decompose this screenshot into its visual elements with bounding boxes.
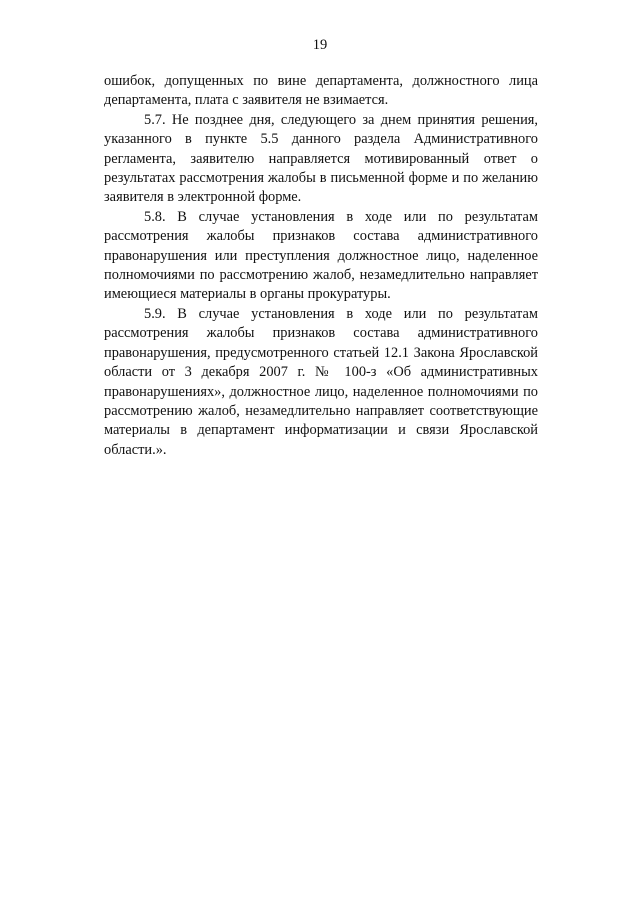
paragraph-5-9: 5.9. В случае установления в ходе или по результатам рассмотрения жалобы признаков состава административного правонарушения, предусмотренного статьей 12.1 Закона Ярославской области от 3 декабря 2007 г. № 100-з «Об административных правонарушениях», должностное лицо, наделенное полномочиями по рассмотрению жалоб, незамедлительно направляет соответствующие материалы в департамент информатизации и связи Ярославской области.». bbox=[104, 305, 538, 458]
paragraph-continuation: ошибок, допущенных по вине департамента, должностного лица департамента, плата с заявителя не взимается. bbox=[104, 73, 538, 109]
document-body bbox=[104, 72, 538, 460]
paragraph-5-8: 5.8. В случае установления в ходе или по результатам рассмотрения жалобы признаков состава административного правонарушения или преступления должностное лицо, наделенное полномочиями по рассмотрению жалоб, незамедлительно направляет имеющиеся материалы в органы прокуратуры. bbox=[104, 208, 538, 303]
paragraph-5-7: 5.7. Не позднее дня, следующего за днем принятия решения, указанного в пункте 5.5 данного раздела Административного регламента, заявителю направляется мотивированный ответ о результатах рассмотрения жалобы в письменной форме и по желанию заявителя в электронной форме. bbox=[104, 111, 538, 206]
page-number: 19 bbox=[312, 37, 328, 53]
